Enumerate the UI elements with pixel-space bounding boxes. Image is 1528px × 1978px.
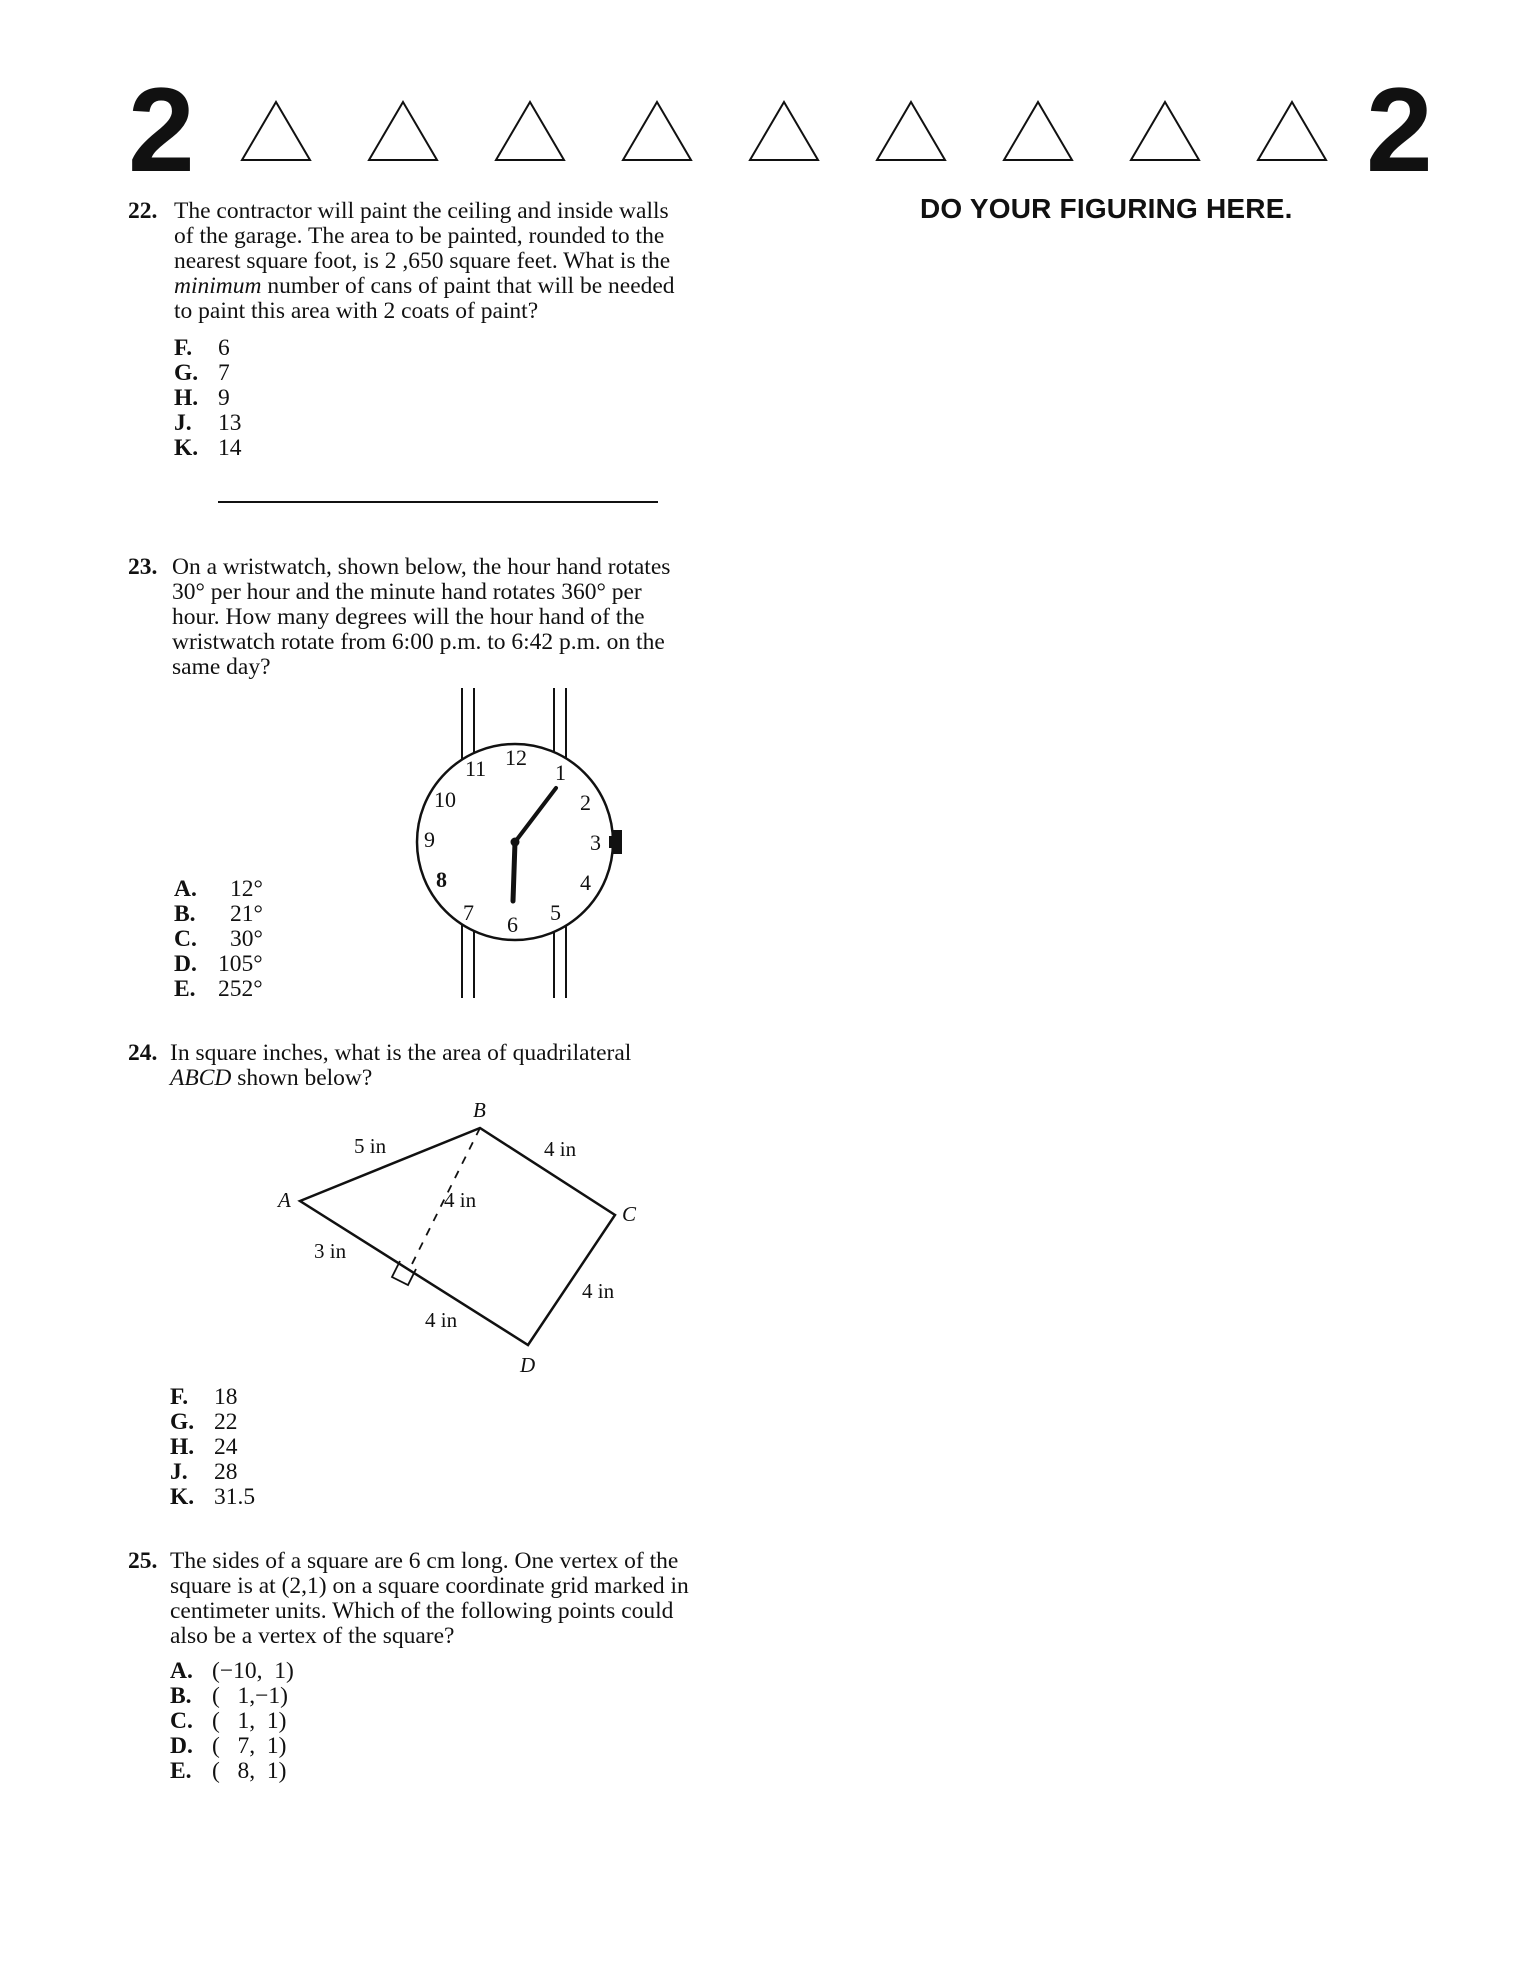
question-line: same day? [172, 654, 271, 680]
question-line: The contractor will paint the ceiling and inside walls [174, 198, 669, 224]
answer-choice[interactable]: B. 21° [174, 901, 263, 927]
answer-choice[interactable]: C. 30° [174, 926, 263, 952]
question-text [174, 199, 756, 324]
emphasis-word: minimum [174, 273, 262, 299]
answer-choice[interactable]: F. 18 [170, 1384, 238, 1410]
answer-choice[interactable]: E. ( 8, 1) [170, 1758, 287, 1784]
question-text [170, 1549, 756, 1649]
section-triangle-icon [875, 100, 947, 162]
question-number: 22. [128, 198, 158, 224]
answer-choices-22 [174, 336, 242, 461]
question-line: square is at (2,1) on a square coordinate grid marked in [170, 1573, 689, 1599]
answer-choice[interactable]: F. 6 [174, 335, 230, 361]
answer-choice[interactable]: K. 14 [174, 435, 242, 461]
clock-number: 3 [590, 830, 601, 855]
answer-choice[interactable]: J. 28 [170, 1459, 238, 1485]
hands-pivot [511, 838, 520, 847]
clock-number: 5 [550, 900, 561, 925]
answer-choices-23 [174, 877, 263, 1002]
section-triangle-icon [748, 100, 820, 162]
side-label-bc: 4 in [544, 1137, 577, 1161]
question-line: In square inches, what is the area of quadrilateral [170, 1040, 632, 1066]
answer-choice[interactable]: A. 12° [174, 876, 263, 902]
question-line: hour. How many degrees will the hour hand of the [172, 604, 645, 630]
answer-choices-25 [170, 1659, 294, 1784]
answer-choice[interactable]: K. 31.5 [170, 1484, 256, 1510]
answer-choice[interactable]: H. 24 [170, 1434, 238, 1460]
clock-number: 10 [434, 787, 456, 812]
section-triangle-icon [240, 100, 312, 162]
side-label-ab: 5 in [354, 1134, 387, 1158]
question-line: ABCD shown below? [170, 1065, 373, 1091]
question-text [172, 555, 756, 680]
section-triangle-icon [1129, 100, 1201, 162]
side-label-cd: 4 in [582, 1279, 615, 1303]
answer-choices-24 [170, 1385, 255, 1510]
answer-choice[interactable]: D. ( 7, 1) [170, 1733, 287, 1759]
answer-choice[interactable]: C. ( 1, 1) [170, 1708, 287, 1734]
question-23 [128, 555, 758, 685]
question-line: to paint this area with 2 coats of paint? [174, 298, 539, 324]
clock-number: 4 [580, 870, 591, 895]
quadrilateral-figure [270, 1095, 650, 1385]
clock-number: 1 [555, 760, 566, 785]
question-line: also be a vertex of the square? [170, 1623, 455, 1649]
vertex-b: B [473, 1098, 486, 1122]
question-24 [128, 1041, 758, 1101]
answer-choice[interactable]: D. 105° [174, 951, 263, 977]
section-number-left: 2 [128, 63, 195, 197]
clock-number: 7 [463, 900, 474, 925]
section-triangle-icon [1002, 100, 1074, 162]
section-triangle-icon [621, 100, 693, 162]
question-number: 23. [128, 554, 158, 580]
answer-choice[interactable]: G. 7 [174, 360, 230, 386]
answer-choice[interactable]: A. (−10, 1) [170, 1658, 294, 1684]
question-number: 25. [128, 1548, 158, 1574]
question-line: On a wristwatch, shown below, the hour hand rotates [172, 554, 671, 580]
question-line: minimum number of cans of paint that will be needed [174, 273, 675, 299]
clock-number: 9 [424, 827, 435, 852]
answer-choice[interactable]: J. 13 [174, 410, 242, 436]
figuring-area-label: DO YOUR FIGURING HERE. [920, 193, 1293, 224]
clock-number: 8 [436, 867, 447, 892]
question-line: of the garage. The area to be painted, rounded to the [174, 223, 665, 249]
vertex-c: C [622, 1202, 637, 1226]
answer-choice[interactable]: G. 22 [170, 1409, 238, 1435]
answer-choice[interactable]: H. 9 [174, 385, 230, 411]
clock-number: 6 [507, 912, 518, 937]
question-divider [218, 501, 658, 503]
section-number-right: 2 [1366, 63, 1433, 197]
section-triangle-icon [367, 100, 439, 162]
section-triangle-icon [1256, 100, 1328, 162]
question-line: centimeter units. Which of the following points could [170, 1598, 674, 1624]
figure-name: ABCD [170, 1065, 232, 1091]
question-text [170, 1041, 756, 1091]
question-line: wristwatch rotate from 6:00 p.m. to 6:42 p.m. on the [172, 629, 665, 655]
wristwatch-figure [400, 680, 660, 1000]
vertex-d: D [520, 1353, 536, 1377]
segment-label-d: 4 in [425, 1308, 458, 1332]
question-line: nearest square foot, is 2 ,650 square feet. What is the [174, 248, 671, 274]
answer-choice[interactable]: B. ( 1,−1) [170, 1683, 288, 1709]
clock-number: 12 [505, 745, 527, 770]
vertex-a: A [278, 1188, 291, 1212]
question-number: 24. [128, 1040, 158, 1066]
question-25 [128, 1549, 758, 1659]
question-line: 30° per hour and the minute hand rotates 360° per [172, 579, 642, 605]
question-line: The sides of a square are 6 cm long. One vertex of the [170, 1548, 679, 1574]
clock-number: 2 [580, 790, 591, 815]
clock-number: 11 [465, 756, 487, 781]
segment-label-a: 3 in [314, 1239, 347, 1263]
answer-choice[interactable]: E. 252° [174, 976, 263, 1002]
hour-hand [513, 842, 515, 901]
height-label: 4 in [444, 1188, 477, 1212]
section-triangle-icon [494, 100, 566, 162]
